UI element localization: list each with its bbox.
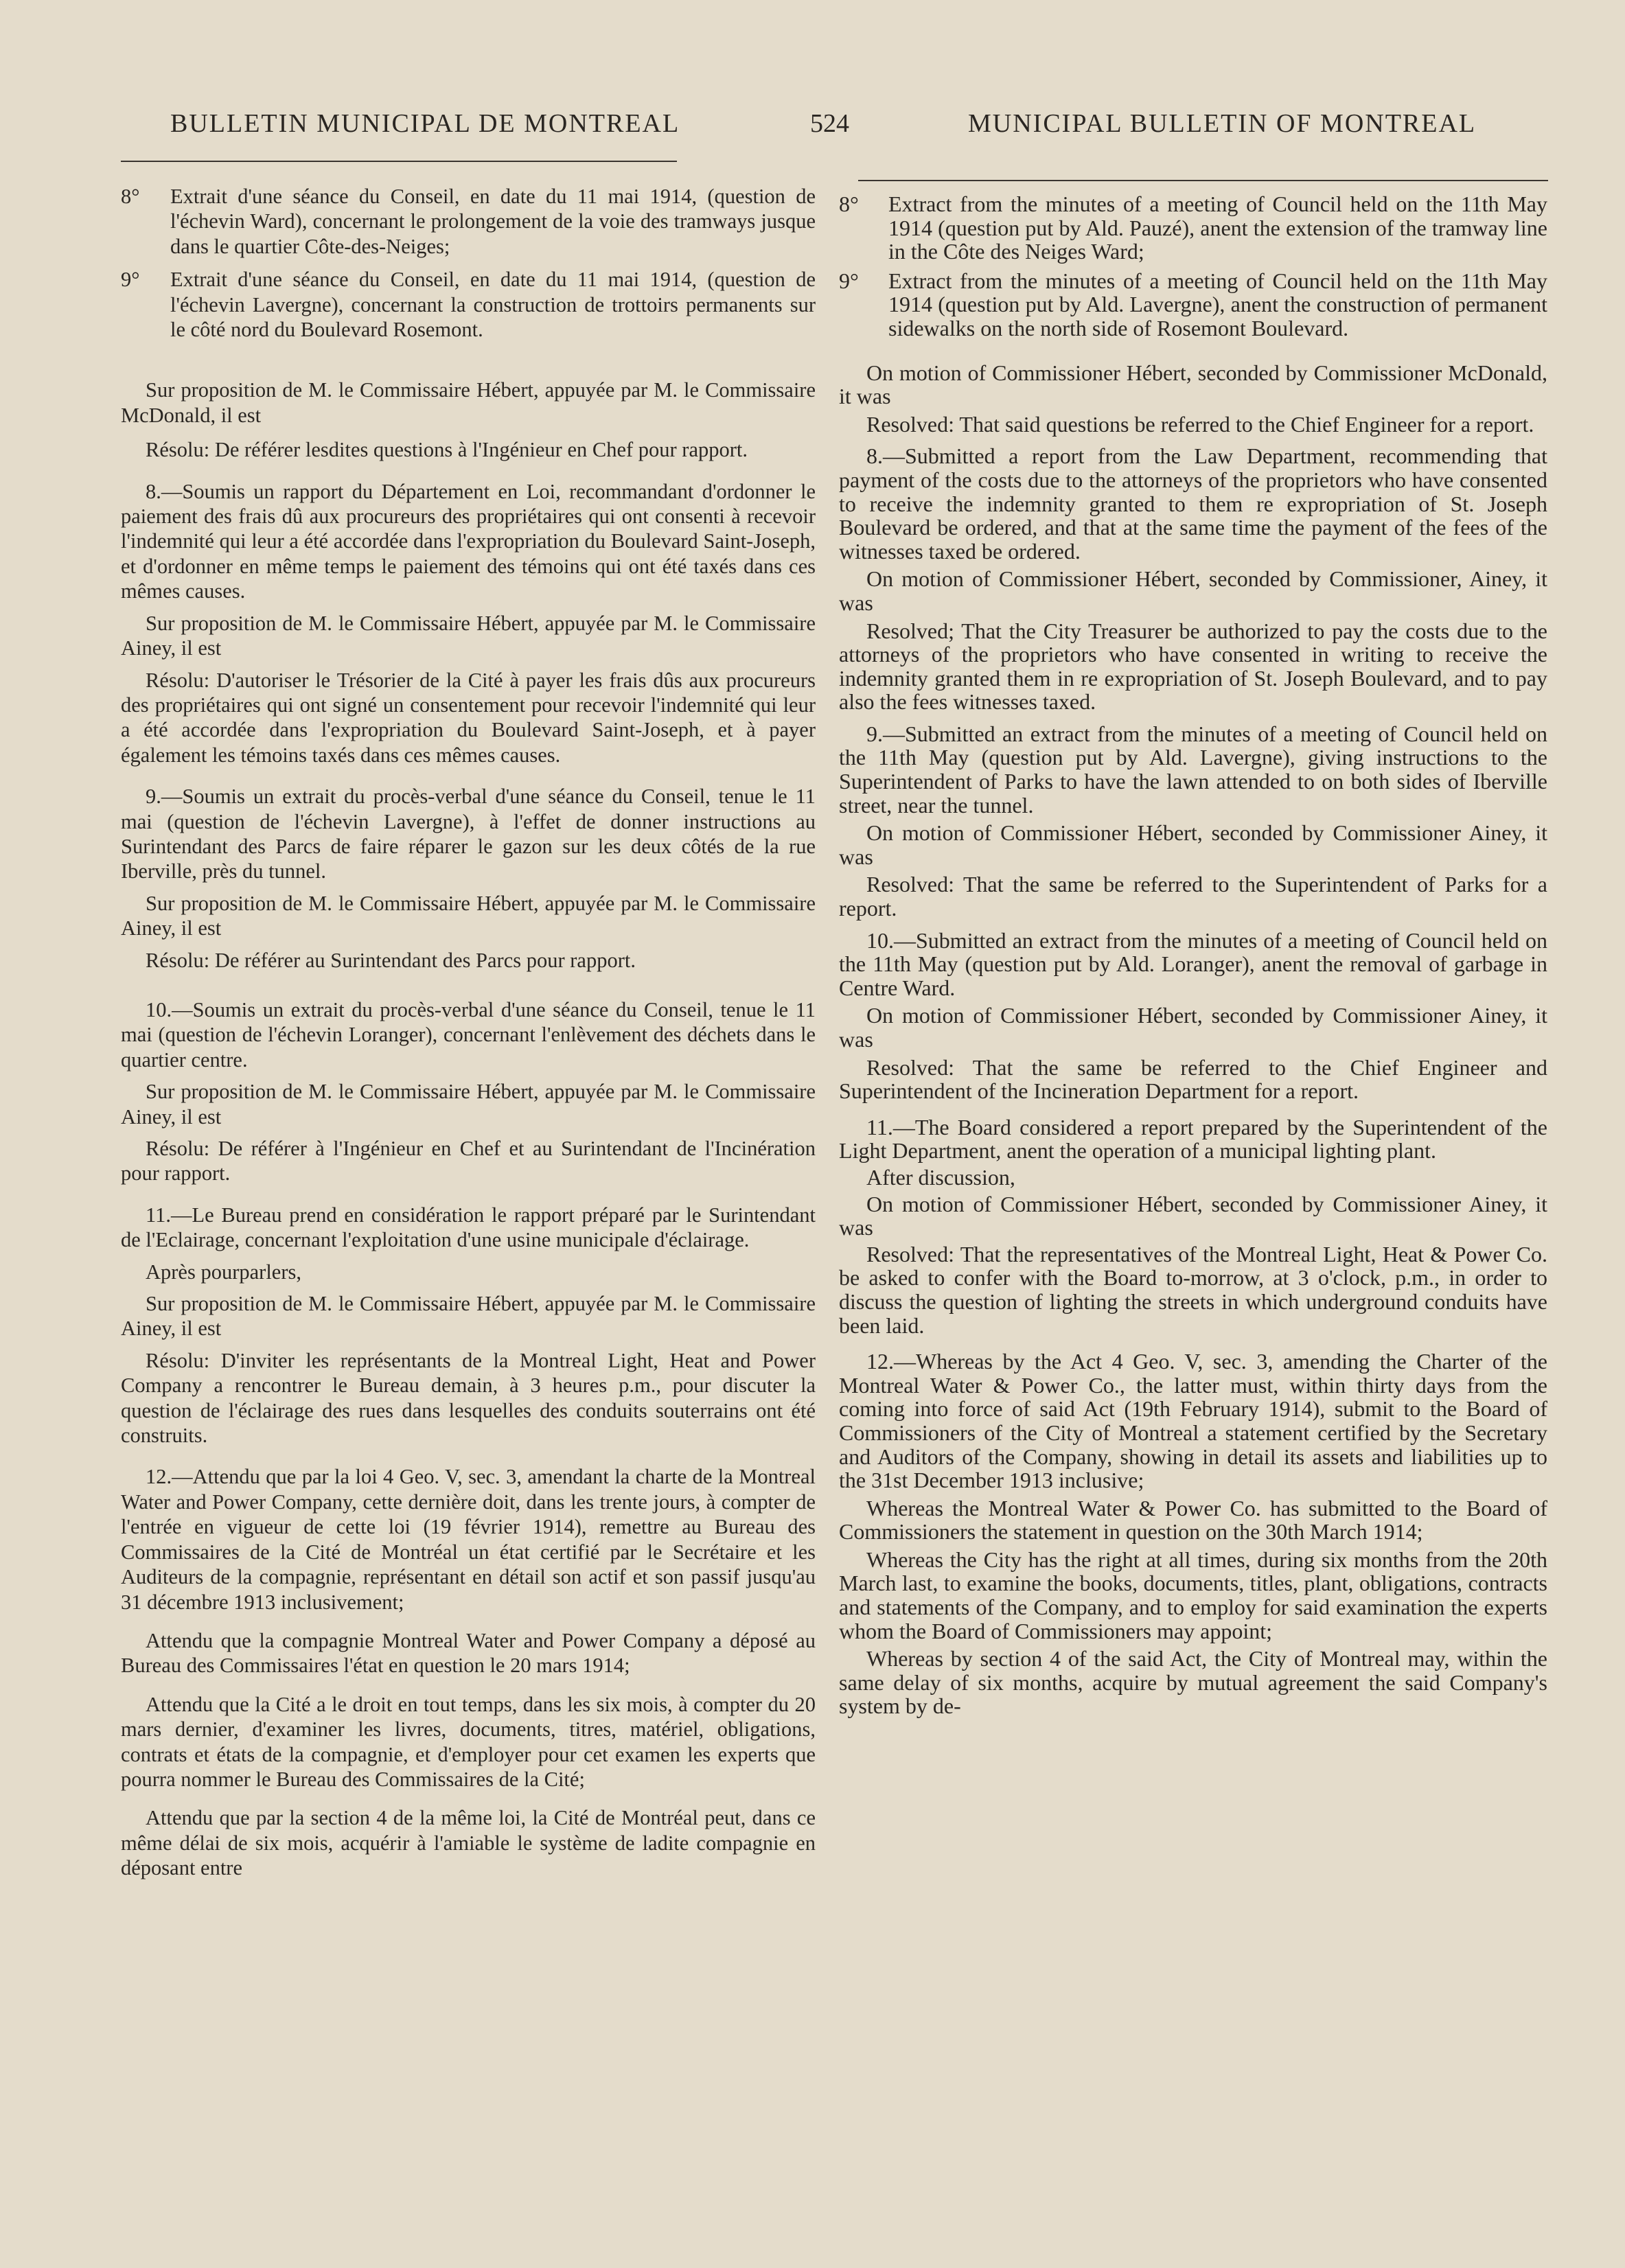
resolution-paragraph: Résolu: De référer au Surintendant des Parcs pour rapport. [146,948,636,972]
motion-paragraph: Sur proposition de M. le Commissaire Hébert, appuyée par M. le Commissaire Ainey, il est [121,611,816,660]
item-number: 8° [839,192,859,216]
page-number: 524 [810,109,849,138]
motion-paragraph: On motion of Commissioner Hébert, seconded by Commissioner McDonald, it was [839,360,1547,409]
motion-paragraph: On motion of Commissioner Hébert, seconded by Commissioner, Ainey, it was [839,566,1547,615]
french-column [121,184,816,1881]
discussion-paragraph: After discussion, [866,1164,1015,1190]
running-header-french: BULLETIN MUNICIPAL DE MONTREAL [170,109,680,138]
item-paragraph: 9.—Submitted an extract from the minutes of a meeting of Council held on the 11th May (question put by Ald. Lavergne), giving instructions to the Superintendent of Parks to have the lawn attended to on both sides of Iberville street, near the tunnel. [839,721,1547,818]
running-header-english: MUNICIPAL BULLETIN OF MONTREAL [968,109,1477,138]
motion-paragraph: Sur proposition de M. le Commissaire Hébert, appuyée par M. le Commissaire Ainey, il est [121,1292,816,1341]
whereas-paragraph: Whereas by section 4 of the said Act, the City of Montreal may, within the same delay of six months, acquire by mutual agreement the said Company's system by de- [839,1646,1547,1719]
list-item [839,269,1547,340]
motion-paragraph: Sur proposition de M. le Commissaire Hébert, appuyée par M. le Commissaire McDonald, il est [121,378,816,427]
whereas-paragraph: Attendu que par la section 4 de la même loi, la Cité de Montréal peut, dans ce même délai de six mois, acquérir à l'amiable le système de ladite compagnie en déposant entre [121,1806,816,1880]
resolution-paragraph: Résolu: D'autoriser le Trésorier de la Cité à payer les frais dûs aux procureurs des propriétaires qui ont signé un consentement pour recevoir l'indemnité qui leur a été accordée dans l'expropriation du Boulevard Saint-Joseph, et à payer également les témoins taxés dans ces mêmes causes. [121,668,816,767]
resolution-paragraph: Resolved: That the representatives of the Montreal Light, Heat & Power Co. be asked to confer with the Board to-morrow, at 3 o'clock, p.m., in order to discuss the question of lighting the streets in which underground conduits have been laid. [839,1241,1547,1338]
item-paragraph: 8.—Soumis un rapport du Département en Loi, recommandant d'ordonner le paiement des frais dû aux procureurs des propriétaires qui ont consenti à recevoir l'indemnité qui leur a été accordée dans l'expropriation du Boulevard Saint-Joseph, et d'ordonner en même temps le paiement des témoins qui ont été taxés dans ces mêmes causes. [121,479,816,603]
list-item [839,192,1547,264]
item-paragraph: 11.—Le Bureau prend en considération le rapport préparé par le Surintendant de l'Eclairage, concernant l'exploitation d'une usine municipale d'éclairage. [121,1203,816,1252]
item-text: Extrait d'une séance du Conseil, en date du 11 mai 1914, (question de l'échevin Ward), concernant le prolongement de la voie des tramways jusque dans le quartier Côte-des-Neiges; [170,185,816,258]
item-text: Extrait d'une séance du Conseil, en date du 11 mai 1914, (question de l'échevin Lavergne), concernant la construction de trottoirs permanents sur le côté nord du Boulevard Rosemont. [170,268,816,342]
motion-paragraph: Sur proposition de M. le Commissaire Hébert, appuyée par M. le Commissaire Ainey, il est [121,891,816,940]
item-paragraph: 9.—Soumis un extrait du procès-verbal d'une séance du Conseil, tenue le 11 mai (question de l'échevin Lavergne), à l'effet de donner instructions au Surintendant des Parcs de faire réparer le gazon sur les deux côtés de la rue Iberville, près du tunnel. [121,785,816,883]
resolution-paragraph: Résolu: De référer à l'Ingénieur en Chef et au Surintendant de l'Incinération pour rapport. [121,1137,816,1185]
motion-paragraph: Sur proposition de M. le Commissaire Hébert, appuyée par M. le Commissaire Ainey, il est [121,1080,816,1129]
resolution-paragraph: Resolved: That said questions be referred to the Chief Engineer for a report. [866,411,1534,437]
item-paragraph: 11.—The Board considered a report prepared by the Superintendent of the Light Department, anent the operation of a municipal lighting plant. [839,1114,1547,1164]
resolution-paragraph: Résolu: De référer lesdites questions à l'Ingénieur en Chef pour rapport. [146,438,748,462]
whereas-paragraph: Attendu que la Cité a le droit en tout temps, dans les six mois, à compter du 20 mars dernier, d'examiner les livres, documents, titres, matériel, obligations, contrats et états de la compagnie, et d'employer pour cet examen les experts que pourra nommer le Bureau des Commissaires de la Cité; [121,1692,816,1791]
english-column [839,192,1547,1718]
item-paragraph: 10.—Submitted an extract from the minutes of a meeting of Council held on the 11th May (question put by Ald. Loranger), anent the removal of garbage in Centre Ward. [839,927,1547,1000]
resolution-paragraph: Résolu: D'inviter les représentants de la Montreal Light, Heat and Power Company a rencontrer le Bureau demain, à 3 heures p.m., pour discuter la question de l'éclairage des rues dans lesquelles des conduits souterrains ont été construits. [121,1348,816,1448]
item-paragraph: 12.—Whereas by the Act 4 Geo. V, sec. 3, amending the Charter of the Montreal Water & Power Co., the latter must, within thirty days from the coming into force of said Act (19th February 1914), submit to the Board of Commissioners of the City of Montreal a statement certified by the Secretary and Auditors of the Company, showing in detail its assets and liabilities up to the 31st December 1913 inclusive; [839,1349,1547,1493]
item-paragraph: 8.—Submitted a report from the Law Department, recommending that payment of the costs due to the attorneys of the proprietors who have consented to receive the indemnity granted to them re expropriation of St. Joseph Boulevard be ordered, and that at the same time the payment of the fees of the witnesses taxed be ordered. [839,443,1547,564]
item-paragraph: 10.—Soumis un extrait du procès-verbal d'une séance du Conseil, tenue le 11 mai (question de l'échevin Loranger), concernant l'enlèvement des déchets dans le quartier centre. [121,997,816,1072]
motion-paragraph: On motion of Commissioner Hébert, seconded by Commissioner Ainey, it was [839,1003,1547,1052]
motion-paragraph: On motion of Commissioner Hébert, seconded by Commissioner Ainey, it was [839,1191,1547,1240]
discussion-paragraph: Après pourparlers, [146,1260,301,1284]
list-item [121,184,816,259]
whereas-paragraph: Whereas the Montreal Water & Power Co. has submitted to the Board of Commissioners the statement in question on the 30th March 1914; [839,1495,1547,1544]
item-text: Extract from the minutes of a meeting of Council held on the 11th May 1914 (question put by Ald. Pauzé), anent the extension of the tramway line in the Côte des Neiges Ward; [888,192,1547,264]
motion-paragraph: On motion of Commissioner Hébert, seconded by Commissioner Ainey, it was [839,820,1547,869]
item-paragraph: 12.—Attendu que par la loi 4 Geo. V, sec. 3, amendant la charte de la Montreal Water and Power Company, cette dernière doit, dans les trente jours, à compter de l'entrée en vigueur de cette loi (19 février 1914), remettre au Bureau des Commissaires de la Cité de Montréal un état certifié par le Secrétaire et les Auditeurs de la compagnie, représentant en détail son actif et son passif jusqu'au 31 décembre 1913 inclusivement; [121,1465,816,1614]
resolution-paragraph: Resolved: That the same be referred to the Superintendent of Parks for a report. [839,872,1547,921]
whereas-paragraph: Attendu que la compagnie Montreal Water and Power Company a déposé au Bureau des Commissaires l'état en question le 20 mars 1914; [121,1628,816,1678]
item-number: 9° [839,268,859,293]
item-number: 8° [121,185,140,208]
item-text: Extract from the minutes of a meeting of Council held on the 11th May 1914 (question put by Ald. Lavergne), anent the construction of permanent sidewalks on the north side of Rosemont Boulevard. [888,268,1547,340]
item-number: 9° [121,268,140,292]
list-item [121,267,816,342]
whereas-paragraph: Whereas the City has the right at all times, during six months from the 20th March last, to examine the books, documents, titles, plant, obligations, contracts and statements of the Company, and to employ for said examination the experts whom the Board of Commissioners may appoint; [839,1547,1547,1643]
header-rule-left [121,161,677,162]
header-rule-right [858,180,1548,181]
resolution-paragraph: Resolved: That the same be referred to the Chief Engineer and Superintendent of the Incineration Department for a report. [839,1054,1547,1104]
resolution-paragraph: Resolved; That the City Treasurer be authorized to pay the costs due to the attorneys of the proprietors who have consented in writing to receive the indemnity granted them in re expropriation of St. Joseph Boulevard, and to pay also the fees witnesses taxed. [839,618,1547,715]
